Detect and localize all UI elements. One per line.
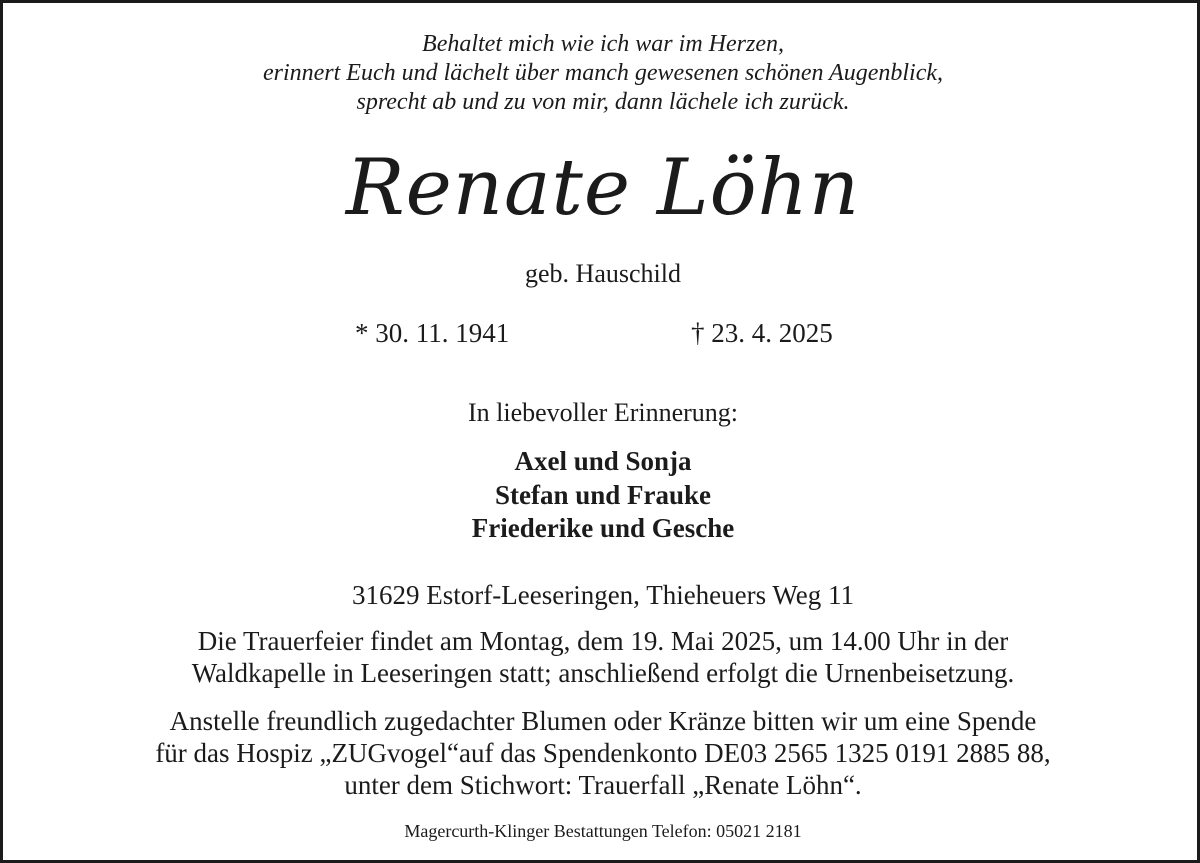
ceremony-line-2: Waldkapelle in Leeseringen statt; anschließend erfolgt die Urnenbeisetzung. <box>191 658 1015 688</box>
donation-line-2: für das Hospiz „ZUGvogel“auf das Spendenkonto DE03 2565 1325 0191 2885 88, <box>155 738 1051 768</box>
mourner-line-2: Stefan und Frauke <box>494 480 712 510</box>
mourner-line-3: Friederike und Gesche <box>471 513 735 543</box>
donation-line-1: Anstelle freundlich zugedachter Blumen oder Kränze bitten wir um eine Spende <box>169 706 1037 736</box>
funeral-home-contact: Magercurth-Klinger Bestattungen Telefon: 05021 2181 <box>404 821 802 841</box>
verse-line-1: Behaltet mich wie ich war im Herzen, <box>422 31 784 57</box>
memory-heading: In liebevoller Erinnerung: <box>467 398 739 427</box>
donation-line-3: unter dem Stichwort: Trauerfall „Renate Löhn“. <box>344 770 862 800</box>
verse-line-2: erinnert Euch und lächelt über manch gewesenen schönen Augenblick, <box>262 60 944 86</box>
maiden-name: geb. Hauschild <box>525 259 681 288</box>
deceased-name: Renate Löhn <box>345 143 861 233</box>
mourner-line-1: Axel und Sonja <box>514 446 692 476</box>
ceremony-line-1: Die Trauerfeier findet am Montag, dem 19. Mai 2025, um 14.00 Uhr in der <box>197 626 1009 656</box>
death-date: † 23. 4. 2025 <box>691 318 833 348</box>
birth-date: * 30. 11. 1941 <box>355 318 510 348</box>
verse-line-3: sprecht ab und zu von mir, dann lächele ich zurück. <box>356 89 850 115</box>
address: 31629 Estorf-Leeseringen, Thieheuers Weg 11 <box>352 580 854 610</box>
